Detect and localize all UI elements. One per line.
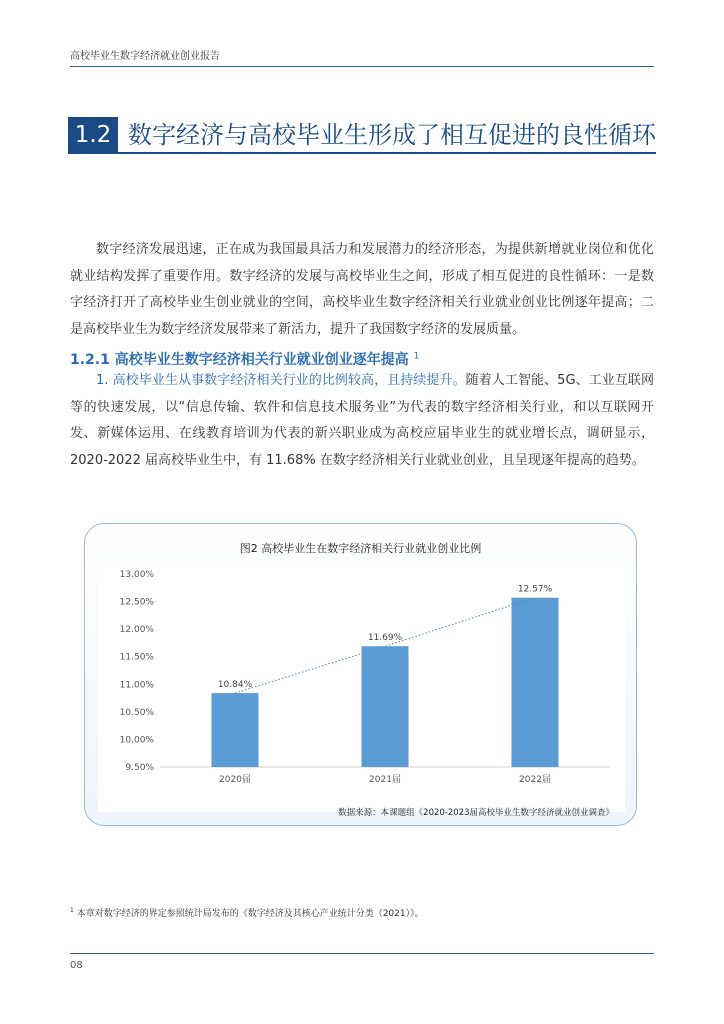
bar <box>212 693 259 767</box>
x-tick-label: 2020届 <box>219 775 251 785</box>
footnote <box>70 906 424 919</box>
footnote-mark: 1 <box>70 907 74 914</box>
data-label: 11.69% <box>367 633 403 644</box>
y-tick-label: 10.00% <box>119 735 154 746</box>
y-tick-label: 11.00% <box>119 680 154 691</box>
x-tick-label: 2021届 <box>369 775 401 785</box>
section-number: 1.2 <box>68 117 118 153</box>
footnote-reference[interactable]: 1 <box>413 351 420 362</box>
subsection-heading-text: 1.2.1 高校毕业生数字经济相关行业就业创业逐年提高 <box>70 352 409 368</box>
y-tick-label: 10.50% <box>119 707 154 718</box>
footnote-text: 本章对数字经济的界定参照统计局发布的《数字经济及其核心产业统计分类（2021）》。 <box>76 909 424 919</box>
chart-source: 数据来源：本课题组《2020-2023届高校毕业生数字经济就业创业调查》 <box>338 808 614 818</box>
subsection-heading <box>70 349 419 369</box>
y-tick-label: 12.50% <box>119 597 154 608</box>
body-paragraph-lead: 1. 高校毕业生从事数字经济相关行业的比例较高，且持续提升。 <box>96 373 466 388</box>
y-tick-label: 9.50% <box>125 763 154 773</box>
bar <box>362 646 409 767</box>
y-tick-label: 11.50% <box>119 652 154 663</box>
running-header: 高校毕业生数字经济就业创业报告 <box>70 51 220 62</box>
section-title-row <box>68 117 656 153</box>
section-rule <box>68 152 656 154</box>
chart-card <box>84 523 637 826</box>
data-label: 12.57% <box>517 584 553 595</box>
bar <box>512 598 559 767</box>
intro-paragraph: 数字经济发展迅速，正在成为我国最具活力和发展潜力的经济形态，为提供新增就业岗位和优化就业结构发挥了重要作用。数字经济的发展与高校毕业生之间，形成了相互促进的良性循环：一是数字经济打开了高校毕业生创业就业的空间，高校毕业生数字经济相关行业就业创业比例逐年提高；二是高校毕业生为数字经济发展带来了新活力，提升了我国数字经济的发展质量。 <box>70 242 654 337</box>
data-label: 10.84% <box>217 680 253 691</box>
y-tick-label: 12.00% <box>119 625 154 636</box>
bar-chart <box>98 564 625 812</box>
chart-svg <box>98 564 625 812</box>
header-rule <box>70 66 654 67</box>
body-paragraph <box>70 368 654 474</box>
chart-title: 图2 高校毕业生在数字经济相关行业就业创业比例 <box>239 542 482 555</box>
body-paragraph-text: 随着人工智能、5G、工业互联网等的快速发展，以“信息传输、软件和信息技术服务业”为代表的数字经济相关行业，和以互联网开发、新媒体运用、在线教育培训为代表的新兴职业成为高校应届毕业生的就业增长点，调研显示，2020-2022 届高校毕业生中，有 11.68% 在数字经济相关行业就业创业，且呈现逐年提高的趋势。 <box>70 373 654 468</box>
x-tick-label: 2022届 <box>519 775 551 785</box>
section-title: 数字经济与高校毕业生形成了相互促进的良性循环 <box>128 121 656 149</box>
footer-rule <box>70 953 654 954</box>
page-number: 08 <box>70 960 83 971</box>
y-tick-label: 13.00% <box>119 570 154 580</box>
